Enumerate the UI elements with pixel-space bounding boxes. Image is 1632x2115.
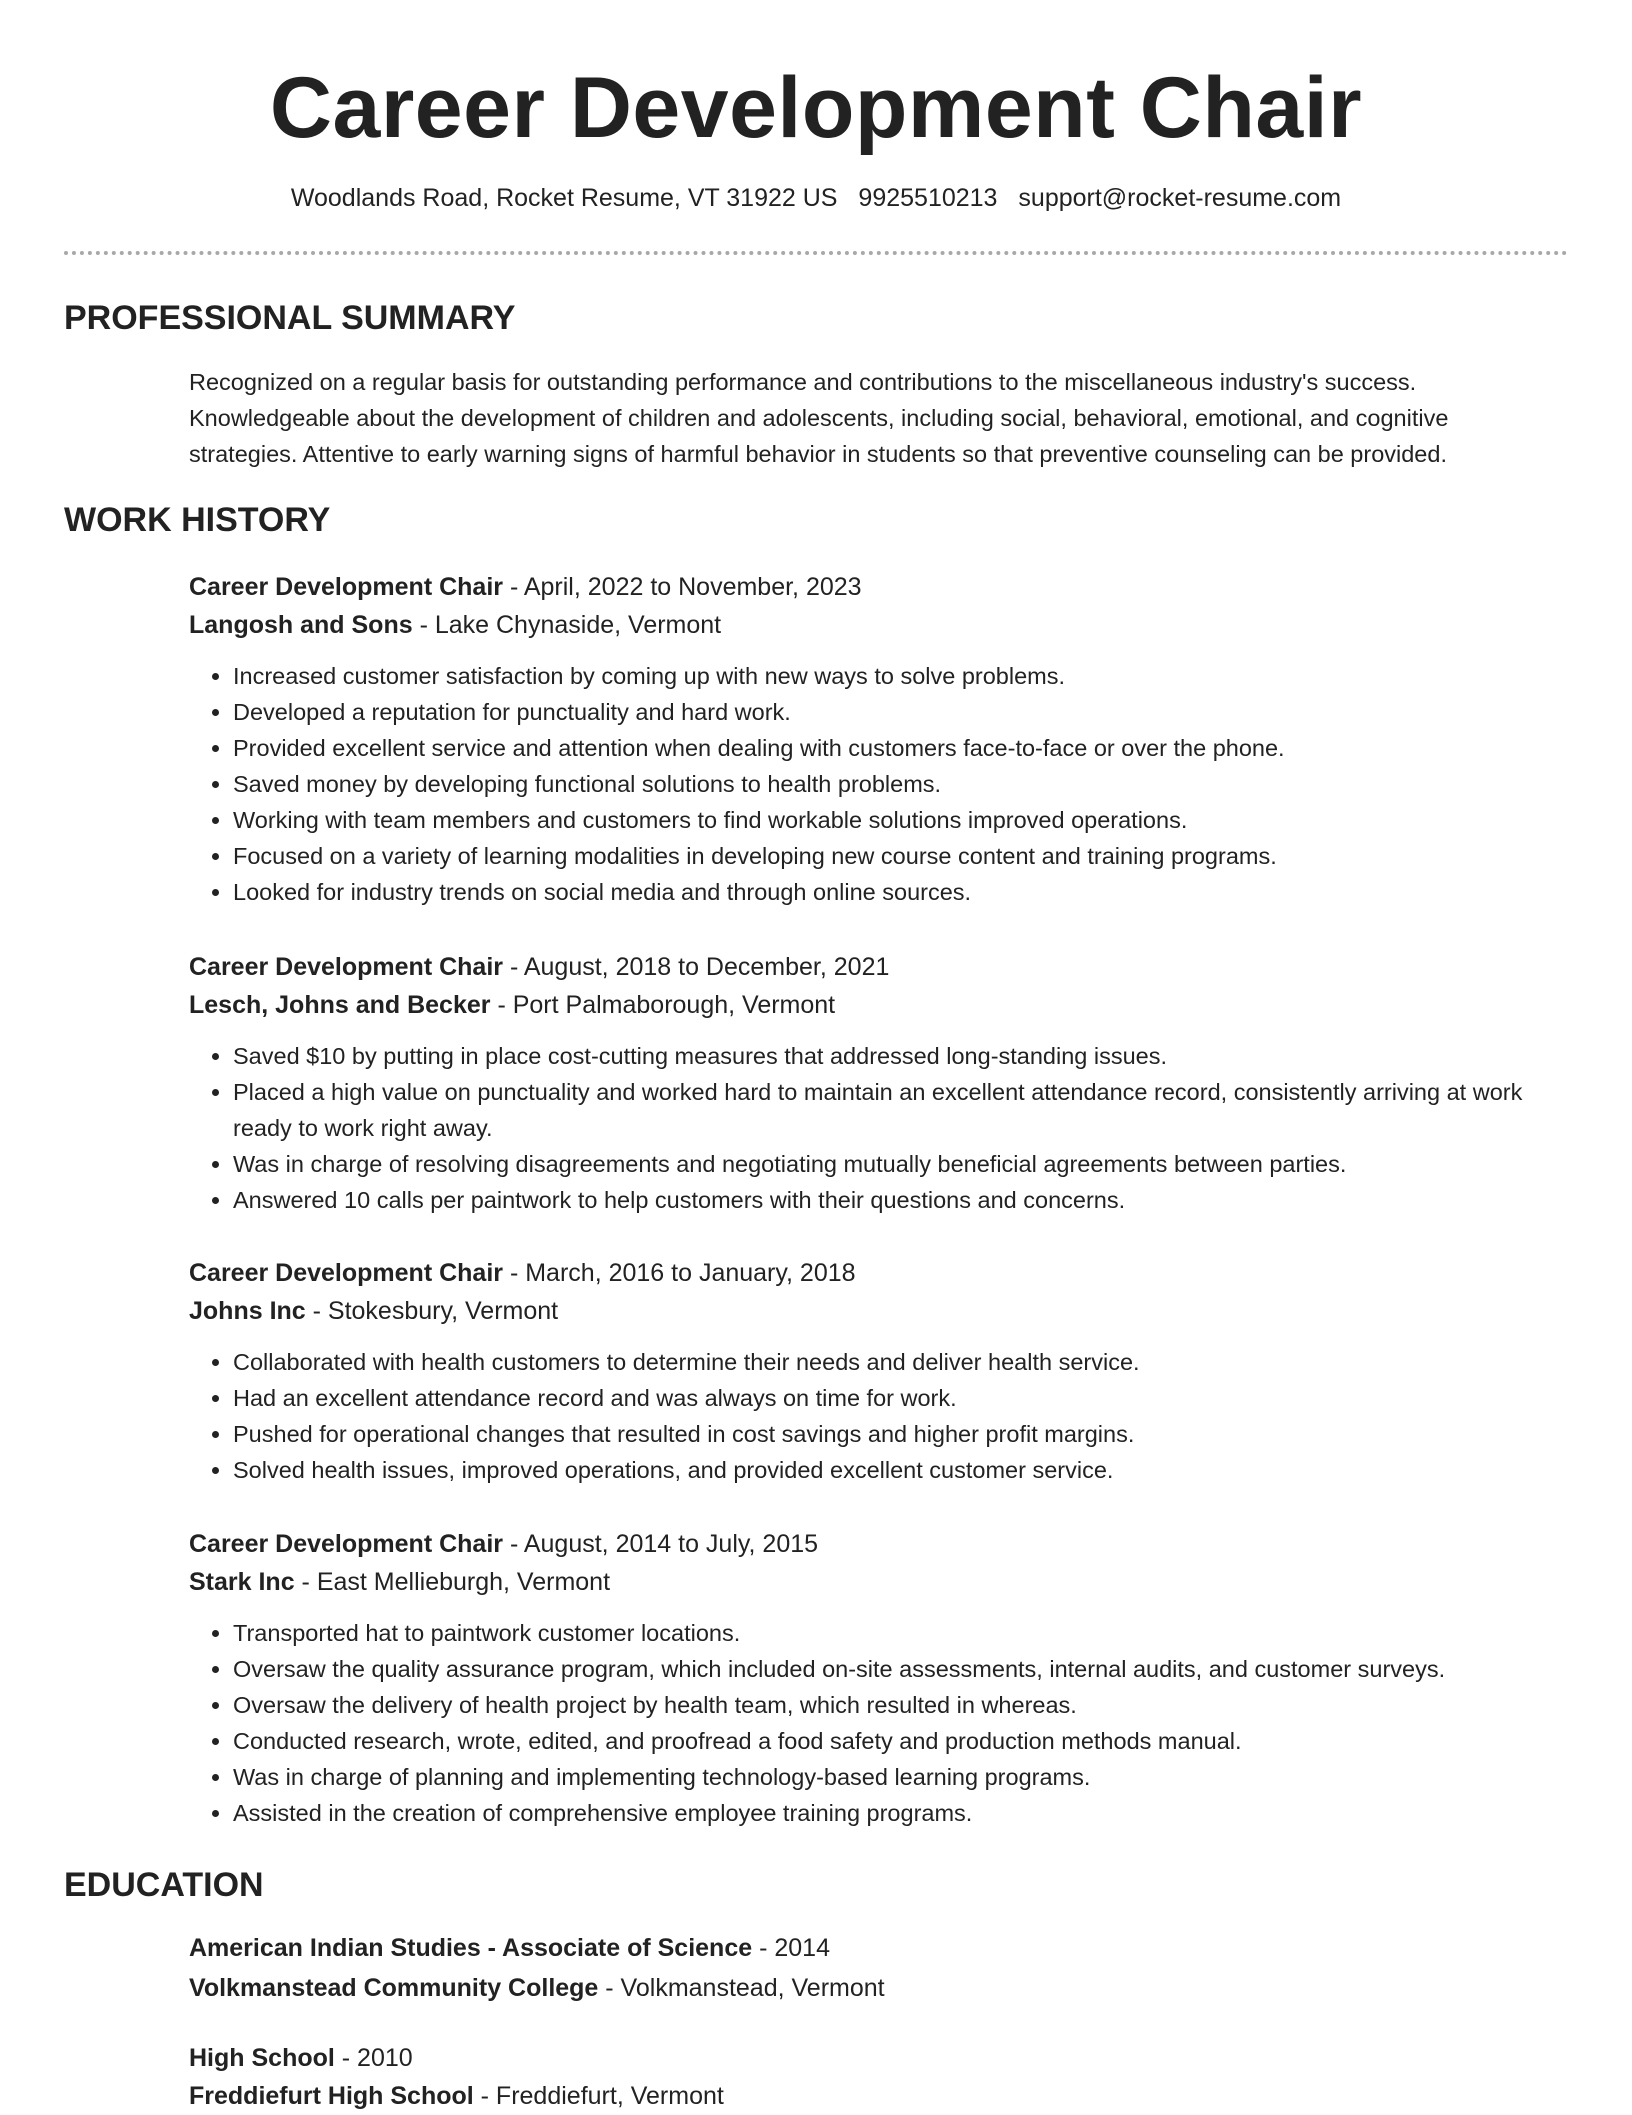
job-bullet: • Focused on a variety of learning modalities in developing new course content and training programs. [233, 838, 1549, 874]
job-company: Johns Inc [189, 1297, 306, 1325]
job-location: - East Mellieburgh, Vermont [294, 1568, 611, 1596]
job-bullet: • Answered 10 calls per paintwork to help customers with their questions and concerns. [233, 1182, 1549, 1218]
job-company: Stark Inc [189, 1568, 295, 1596]
job-entry [189, 948, 1549, 1218]
education-year: - 2010 [334, 2044, 413, 2072]
education-school: Volkmanstead Community College [189, 1974, 599, 2002]
job-bullet: • Pushed for operational changes that resulted in cost savings and higher profit margins. [233, 1416, 1549, 1452]
job-bullet: • Increased customer satisfaction by coming up with new ways to solve problems. [233, 658, 1549, 694]
job-title-line [189, 568, 1549, 606]
job-bullet-list [189, 1344, 1549, 1488]
job-company: Lesch, Johns and Becker [189, 991, 491, 1019]
job-bullet: • Had an excellent attendance record and was always on time for work. [233, 1380, 1549, 1416]
education-degree-line [189, 1929, 1549, 1967]
job-bullet: • Oversaw the quality assurance program, which included on-site assessments, internal audits, and customer surveys. [233, 1651, 1549, 1687]
job-bullet: • Saved $10 by putting in place cost-cutting measures that addressed long-standing issues. [233, 1038, 1549, 1074]
education-year: - 2014 [752, 1934, 830, 1962]
education-entry [189, 1929, 1549, 2007]
job-bullet: • Was in charge of planning and implementing technology-based learning programs. [233, 1759, 1549, 1795]
education-school: Freddiefurt High School [189, 2082, 474, 2110]
job-bullet: • Assisted in the creation of comprehensive employee training programs. [233, 1795, 1549, 1831]
education-school-line [189, 1969, 1549, 2007]
job-dates: - April, 2022 to November, 2023 [503, 573, 862, 601]
job-bullet-list [189, 1615, 1549, 1831]
job-bullet-list [189, 658, 1549, 910]
job-title-line [189, 1254, 1549, 1292]
education-degree-line [189, 2039, 1549, 2077]
education-degree: High School [189, 2044, 335, 2072]
job-title: Career Development Chair [189, 1259, 504, 1287]
job-bullet: • Conducted research, wrote, edited, and proofread a food safety and production methods manual. [233, 1723, 1549, 1759]
education-location: - Freddiefurt, Vermont [473, 2082, 724, 2110]
job-location: - Port Palmaborough, Vermont [490, 991, 836, 1019]
section-heading-summary: PROFESSIONAL SUMMARY [64, 299, 516, 337]
job-entry [189, 1525, 1549, 1831]
header-divider [64, 251, 1568, 255]
job-bullet: • Provided excellent service and attention when dealing with customers face-to-face or over the phone. [233, 730, 1549, 766]
job-bullet: • Developed a reputation for punctuality and hard work. [233, 694, 1549, 730]
education-entry [189, 2039, 1549, 2115]
job-bullet: • Working with team members and customers to find workable solutions improved operations. [233, 802, 1549, 838]
contact-phone[interactable]: 9925510213 [858, 184, 998, 212]
job-title: Career Development Chair [189, 1530, 504, 1558]
job-bullet: • Saved money by developing functional solutions to health problems. [233, 766, 1549, 802]
job-company-line [189, 1292, 1549, 1330]
job-bullet: • Placed a high value on punctuality and worked hard to maintain an excellent attendance record, consistently arriving at work ready to work right away. [233, 1074, 1549, 1146]
job-bullet-list [189, 1038, 1549, 1218]
contact-email[interactable]: support@rocket-resume.com [1018, 184, 1342, 212]
job-dates: - March, 2016 to January, 2018 [503, 1259, 856, 1287]
job-company-line [189, 986, 1549, 1024]
job-entry [189, 568, 1549, 910]
job-company-line [189, 1563, 1549, 1601]
job-dates: - August, 2014 to July, 2015 [503, 1530, 819, 1558]
summary-paragraph: Recognized on a regular basis for outstanding performance and contributions to the miscellaneous industry's success. Knowledgeable about the development of children and adolescents, including social, behavioral, emotional, and cognitive strategies. Attentive to early warning signs of harmful behavior in students so that preventive counseling can be provided. [189, 369, 1449, 467]
job-company: Langosh and Sons [189, 611, 413, 639]
education-school-line [189, 2077, 1549, 2115]
job-bullet: • Was in charge of resolving disagreements and negotiating mutually beneficial agreements between parties. [233, 1146, 1549, 1182]
job-bullet: • Collaborated with health customers to determine their needs and deliver health service. [233, 1344, 1549, 1380]
job-bullet: • Oversaw the delivery of health project by health team, which resulted in whereas. [233, 1687, 1549, 1723]
education-location: - Volkmanstead, Vermont [598, 1974, 885, 2002]
job-title-line [189, 1525, 1549, 1563]
education-degree: American Indian Studies - Associate of Science [189, 1934, 753, 1962]
job-bullet: • Solved health issues, improved operations, and provided excellent customer service. [233, 1452, 1549, 1488]
section-heading-work-history: WORK HISTORY [64, 501, 331, 539]
job-company-line [189, 606, 1549, 644]
job-location: - Stokesbury, Vermont [305, 1297, 559, 1325]
job-entry [189, 1254, 1549, 1488]
job-title: Career Development Chair [189, 573, 504, 601]
job-dates: - August, 2018 to December, 2021 [503, 953, 890, 981]
resume-name-heading: Career Development Chair [269, 60, 1363, 156]
contact-address: Woodlands Road, Rocket Resume, VT 31922 US [290, 184, 838, 212]
job-location: - Lake Chynaside, Vermont [412, 611, 722, 639]
job-bullet: • Transported hat to paintwork customer locations. [233, 1615, 1549, 1651]
job-title: Career Development Chair [189, 953, 504, 981]
job-bullet: • Looked for industry trends on social media and through online sources. [233, 874, 1549, 910]
section-heading-education: EDUCATION [64, 1866, 264, 1904]
job-title-line [189, 948, 1549, 986]
contact-line [0, 182, 1632, 214]
